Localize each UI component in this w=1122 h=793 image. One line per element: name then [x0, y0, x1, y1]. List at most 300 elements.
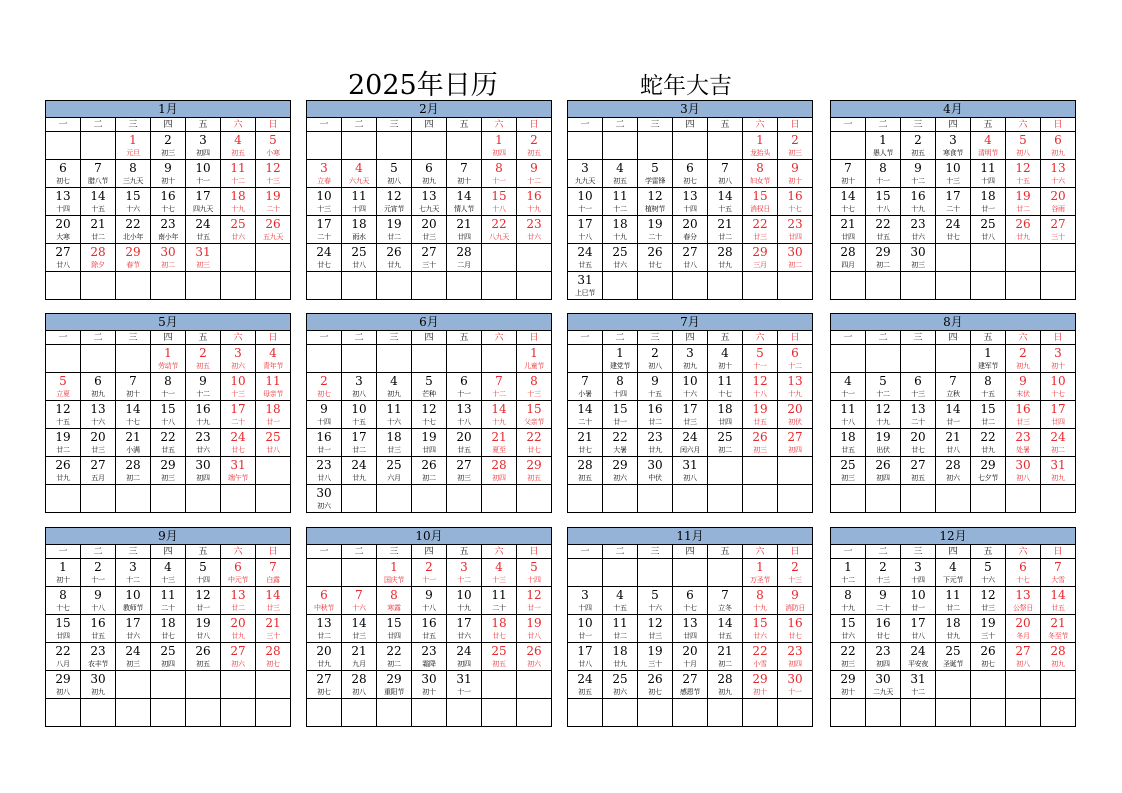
- day-cell[interactable]: [81, 559, 116, 587]
- day-cell[interactable]: [743, 216, 778, 244]
- day-cell[interactable]: [1006, 345, 1041, 373]
- day-cell[interactable]: [568, 671, 603, 699]
- day-cell[interactable]: [412, 216, 447, 244]
- day-cell[interactable]: [307, 160, 342, 188]
- day-cell[interactable]: [186, 160, 221, 188]
- day-cell[interactable]: [482, 160, 517, 188]
- day-cell[interactable]: [568, 373, 603, 401]
- day-cell[interactable]: [517, 457, 552, 485]
- day-cell[interactable]: [603, 457, 638, 485]
- day-cell[interactable]: [116, 132, 151, 160]
- day-cell[interactable]: [256, 188, 291, 216]
- day-cell[interactable]: [708, 244, 743, 272]
- day-cell[interactable]: [638, 643, 673, 671]
- day-cell[interactable]: [116, 216, 151, 244]
- day-cell[interactable]: [1006, 188, 1041, 216]
- day-cell[interactable]: [866, 188, 901, 216]
- day-cell[interactable]: [221, 216, 256, 244]
- day-cell[interactable]: [151, 587, 186, 615]
- day-cell[interactable]: [638, 188, 673, 216]
- day-cell[interactable]: [568, 429, 603, 457]
- day-cell[interactable]: [866, 457, 901, 485]
- day-cell[interactable]: [901, 587, 936, 615]
- day-cell[interactable]: [377, 559, 412, 587]
- day-cell[interactable]: [412, 160, 447, 188]
- day-cell[interactable]: [936, 643, 971, 671]
- day-cell[interactable]: [778, 615, 813, 643]
- day-cell[interactable]: [603, 216, 638, 244]
- day-cell[interactable]: [638, 160, 673, 188]
- day-cell[interactable]: [307, 485, 342, 513]
- day-cell[interactable]: [221, 188, 256, 216]
- day-cell[interactable]: [342, 587, 377, 615]
- day-cell[interactable]: [971, 373, 1006, 401]
- day-cell[interactable]: [603, 244, 638, 272]
- day-cell[interactable]: [831, 188, 866, 216]
- day-cell[interactable]: [116, 457, 151, 485]
- day-cell[interactable]: [673, 457, 708, 485]
- day-cell[interactable]: [708, 615, 743, 643]
- day-cell[interactable]: [901, 188, 936, 216]
- day-cell[interactable]: [116, 373, 151, 401]
- day-cell[interactable]: [307, 587, 342, 615]
- day-cell[interactable]: [901, 401, 936, 429]
- day-cell[interactable]: [901, 671, 936, 699]
- day-cell[interactable]: [778, 587, 813, 615]
- day-cell[interactable]: [866, 559, 901, 587]
- day-cell[interactable]: [377, 429, 412, 457]
- day-cell[interactable]: [517, 160, 552, 188]
- day-cell[interactable]: [901, 457, 936, 485]
- day-cell[interactable]: [1041, 587, 1076, 615]
- day-cell[interactable]: [603, 429, 638, 457]
- day-cell[interactable]: [936, 457, 971, 485]
- day-cell[interactable]: [1041, 401, 1076, 429]
- day-cell[interactable]: [743, 643, 778, 671]
- day-cell[interactable]: [568, 216, 603, 244]
- day-cell[interactable]: [778, 671, 813, 699]
- day-cell[interactable]: [778, 345, 813, 373]
- day-cell[interactable]: [568, 457, 603, 485]
- day-cell[interactable]: [936, 132, 971, 160]
- day-cell[interactable]: [447, 559, 482, 587]
- day-cell[interactable]: [1006, 132, 1041, 160]
- day-cell[interactable]: [377, 671, 412, 699]
- day-cell[interactable]: [46, 401, 81, 429]
- day-cell[interactable]: [708, 160, 743, 188]
- day-cell[interactable]: [971, 429, 1006, 457]
- day-cell[interactable]: [81, 643, 116, 671]
- day-cell[interactable]: [778, 216, 813, 244]
- day-cell[interactable]: [447, 587, 482, 615]
- day-cell[interactable]: [377, 587, 412, 615]
- day-cell[interactable]: [412, 671, 447, 699]
- day-cell[interactable]: [447, 429, 482, 457]
- day-cell[interactable]: [517, 401, 552, 429]
- day-cell[interactable]: [866, 132, 901, 160]
- day-cell[interactable]: [603, 160, 638, 188]
- day-cell[interactable]: [151, 160, 186, 188]
- day-cell[interactable]: [831, 160, 866, 188]
- day-cell[interactable]: [743, 345, 778, 373]
- day-cell[interactable]: [1006, 643, 1041, 671]
- day-cell[interactable]: [482, 643, 517, 671]
- day-cell[interactable]: [46, 643, 81, 671]
- day-cell[interactable]: [342, 615, 377, 643]
- day-cell[interactable]: [971, 132, 1006, 160]
- day-cell[interactable]: [186, 132, 221, 160]
- day-cell[interactable]: [517, 559, 552, 587]
- day-cell[interactable]: [831, 671, 866, 699]
- day-cell[interactable]: [568, 615, 603, 643]
- day-cell[interactable]: [603, 373, 638, 401]
- day-cell[interactable]: [307, 401, 342, 429]
- day-cell[interactable]: [831, 559, 866, 587]
- day-cell[interactable]: [221, 615, 256, 643]
- day-cell[interactable]: [447, 216, 482, 244]
- day-cell[interactable]: [517, 643, 552, 671]
- day-cell[interactable]: [831, 615, 866, 643]
- day-cell[interactable]: [831, 244, 866, 272]
- day-cell[interactable]: [517, 587, 552, 615]
- day-cell[interactable]: [307, 429, 342, 457]
- day-cell[interactable]: [1041, 373, 1076, 401]
- day-cell[interactable]: [603, 345, 638, 373]
- day-cell[interactable]: [831, 643, 866, 671]
- day-cell[interactable]: [81, 671, 116, 699]
- day-cell[interactable]: [116, 559, 151, 587]
- day-cell[interactable]: [673, 216, 708, 244]
- day-cell[interactable]: [256, 643, 291, 671]
- day-cell[interactable]: [151, 457, 186, 485]
- day-cell[interactable]: [743, 373, 778, 401]
- day-cell[interactable]: [673, 345, 708, 373]
- day-cell[interactable]: [256, 345, 291, 373]
- day-cell[interactable]: [936, 373, 971, 401]
- day-cell[interactable]: [1041, 559, 1076, 587]
- day-cell[interactable]: [866, 160, 901, 188]
- day-cell[interactable]: [81, 160, 116, 188]
- day-cell[interactable]: [1006, 160, 1041, 188]
- day-cell[interactable]: [901, 160, 936, 188]
- day-cell[interactable]: [971, 643, 1006, 671]
- day-cell[interactable]: [638, 671, 673, 699]
- day-cell[interactable]: [1006, 559, 1041, 587]
- day-cell[interactable]: [256, 160, 291, 188]
- day-cell[interactable]: [221, 457, 256, 485]
- day-cell[interactable]: [482, 188, 517, 216]
- day-cell[interactable]: [342, 216, 377, 244]
- day-cell[interactable]: [412, 615, 447, 643]
- day-cell[interactable]: [1041, 216, 1076, 244]
- day-cell[interactable]: [221, 401, 256, 429]
- day-cell[interactable]: [1006, 401, 1041, 429]
- day-cell[interactable]: [186, 643, 221, 671]
- day-cell[interactable]: [568, 188, 603, 216]
- day-cell[interactable]: [517, 132, 552, 160]
- day-cell[interactable]: [936, 188, 971, 216]
- day-cell[interactable]: [603, 401, 638, 429]
- day-cell[interactable]: [866, 244, 901, 272]
- day-cell[interactable]: [447, 188, 482, 216]
- day-cell[interactable]: [186, 188, 221, 216]
- day-cell[interactable]: [482, 373, 517, 401]
- day-cell[interactable]: [517, 615, 552, 643]
- day-cell[interactable]: [831, 401, 866, 429]
- day-cell[interactable]: [116, 615, 151, 643]
- day-cell[interactable]: [307, 216, 342, 244]
- day-cell[interactable]: [708, 216, 743, 244]
- day-cell[interactable]: [1006, 615, 1041, 643]
- day-cell[interactable]: [1041, 457, 1076, 485]
- day-cell[interactable]: [708, 373, 743, 401]
- day-cell[interactable]: [638, 429, 673, 457]
- day-cell[interactable]: [673, 188, 708, 216]
- day-cell[interactable]: [1041, 132, 1076, 160]
- day-cell[interactable]: [342, 643, 377, 671]
- day-cell[interactable]: [743, 401, 778, 429]
- day-cell[interactable]: [151, 244, 186, 272]
- day-cell[interactable]: [221, 559, 256, 587]
- day-cell[interactable]: [866, 373, 901, 401]
- day-cell[interactable]: [778, 559, 813, 587]
- day-cell[interactable]: [377, 373, 412, 401]
- day-cell[interactable]: [46, 244, 81, 272]
- day-cell[interactable]: [412, 188, 447, 216]
- day-cell[interactable]: [81, 216, 116, 244]
- day-cell[interactable]: [673, 373, 708, 401]
- day-cell[interactable]: [81, 457, 116, 485]
- day-cell[interactable]: [936, 401, 971, 429]
- day-cell[interactable]: [256, 373, 291, 401]
- day-cell[interactable]: [866, 587, 901, 615]
- day-cell[interactable]: [256, 216, 291, 244]
- day-cell[interactable]: [673, 160, 708, 188]
- day-cell[interactable]: [603, 615, 638, 643]
- day-cell[interactable]: [186, 587, 221, 615]
- day-cell[interactable]: [743, 559, 778, 587]
- day-cell[interactable]: [81, 587, 116, 615]
- day-cell[interactable]: [673, 587, 708, 615]
- day-cell[interactable]: [221, 587, 256, 615]
- day-cell[interactable]: [377, 244, 412, 272]
- day-cell[interactable]: [971, 216, 1006, 244]
- day-cell[interactable]: [708, 345, 743, 373]
- day-cell[interactable]: [673, 643, 708, 671]
- day-cell[interactable]: [1006, 373, 1041, 401]
- day-cell[interactable]: [936, 615, 971, 643]
- day-cell[interactable]: [1006, 587, 1041, 615]
- day-cell[interactable]: [377, 188, 412, 216]
- day-cell[interactable]: [673, 615, 708, 643]
- day-cell[interactable]: [708, 188, 743, 216]
- day-cell[interactable]: [831, 216, 866, 244]
- day-cell[interactable]: [971, 615, 1006, 643]
- day-cell[interactable]: [151, 188, 186, 216]
- day-cell[interactable]: [116, 401, 151, 429]
- day-cell[interactable]: [517, 373, 552, 401]
- day-cell[interactable]: [866, 216, 901, 244]
- day-cell[interactable]: [673, 244, 708, 272]
- day-cell[interactable]: [482, 615, 517, 643]
- day-cell[interactable]: [342, 457, 377, 485]
- day-cell[interactable]: [186, 457, 221, 485]
- day-cell[interactable]: [81, 615, 116, 643]
- day-cell[interactable]: [638, 587, 673, 615]
- day-cell[interactable]: [81, 188, 116, 216]
- day-cell[interactable]: [603, 643, 638, 671]
- day-cell[interactable]: [971, 401, 1006, 429]
- day-cell[interactable]: [221, 160, 256, 188]
- day-cell[interactable]: [568, 587, 603, 615]
- day-cell[interactable]: [971, 457, 1006, 485]
- day-cell[interactable]: [447, 671, 482, 699]
- day-cell[interactable]: [151, 643, 186, 671]
- day-cell[interactable]: [116, 160, 151, 188]
- day-cell[interactable]: [151, 216, 186, 244]
- day-cell[interactable]: [936, 559, 971, 587]
- day-cell[interactable]: [1006, 457, 1041, 485]
- day-cell[interactable]: [482, 132, 517, 160]
- day-cell[interactable]: [342, 160, 377, 188]
- day-cell[interactable]: [307, 244, 342, 272]
- day-cell[interactable]: [151, 132, 186, 160]
- day-cell[interactable]: [708, 429, 743, 457]
- day-cell[interactable]: [151, 345, 186, 373]
- day-cell[interactable]: [116, 244, 151, 272]
- day-cell[interactable]: [342, 429, 377, 457]
- day-cell[interactable]: [307, 671, 342, 699]
- day-cell[interactable]: [971, 345, 1006, 373]
- day-cell[interactable]: [151, 615, 186, 643]
- day-cell[interactable]: [778, 132, 813, 160]
- day-cell[interactable]: [936, 587, 971, 615]
- day-cell[interactable]: [447, 373, 482, 401]
- day-cell[interactable]: [151, 373, 186, 401]
- day-cell[interactable]: [673, 671, 708, 699]
- day-cell[interactable]: [256, 559, 291, 587]
- day-cell[interactable]: [743, 244, 778, 272]
- day-cell[interactable]: [936, 216, 971, 244]
- day-cell[interactable]: [46, 429, 81, 457]
- day-cell[interactable]: [603, 188, 638, 216]
- day-cell[interactable]: [307, 373, 342, 401]
- day-cell[interactable]: [866, 401, 901, 429]
- day-cell[interactable]: [901, 216, 936, 244]
- day-cell[interactable]: [482, 559, 517, 587]
- day-cell[interactable]: [778, 373, 813, 401]
- day-cell[interactable]: [342, 373, 377, 401]
- day-cell[interactable]: [46, 160, 81, 188]
- day-cell[interactable]: [116, 643, 151, 671]
- day-cell[interactable]: [412, 401, 447, 429]
- day-cell[interactable]: [743, 671, 778, 699]
- day-cell[interactable]: [256, 587, 291, 615]
- day-cell[interactable]: [638, 615, 673, 643]
- day-cell[interactable]: [307, 188, 342, 216]
- day-cell[interactable]: [708, 643, 743, 671]
- day-cell[interactable]: [1041, 643, 1076, 671]
- day-cell[interactable]: [866, 615, 901, 643]
- day-cell[interactable]: [568, 272, 603, 300]
- day-cell[interactable]: [377, 643, 412, 671]
- day-cell[interactable]: [638, 457, 673, 485]
- day-cell[interactable]: [46, 587, 81, 615]
- day-cell[interactable]: [221, 429, 256, 457]
- day-cell[interactable]: [901, 429, 936, 457]
- day-cell[interactable]: [778, 244, 813, 272]
- day-cell[interactable]: [708, 401, 743, 429]
- day-cell[interactable]: [81, 373, 116, 401]
- day-cell[interactable]: [603, 587, 638, 615]
- day-cell[interactable]: [342, 671, 377, 699]
- day-cell[interactable]: [1041, 615, 1076, 643]
- day-cell[interactable]: [743, 587, 778, 615]
- day-cell[interactable]: [866, 429, 901, 457]
- day-cell[interactable]: [46, 615, 81, 643]
- day-cell[interactable]: [517, 216, 552, 244]
- day-cell[interactable]: [708, 587, 743, 615]
- day-cell[interactable]: [447, 643, 482, 671]
- day-cell[interactable]: [377, 457, 412, 485]
- day-cell[interactable]: [186, 559, 221, 587]
- day-cell[interactable]: [1041, 160, 1076, 188]
- day-cell[interactable]: [377, 160, 412, 188]
- day-cell[interactable]: [482, 457, 517, 485]
- day-cell[interactable]: [778, 401, 813, 429]
- day-cell[interactable]: [1041, 345, 1076, 373]
- day-cell[interactable]: [743, 160, 778, 188]
- day-cell[interactable]: [517, 188, 552, 216]
- day-cell[interactable]: [1041, 429, 1076, 457]
- day-cell[interactable]: [866, 643, 901, 671]
- day-cell[interactable]: [743, 132, 778, 160]
- day-cell[interactable]: [568, 401, 603, 429]
- day-cell[interactable]: [307, 457, 342, 485]
- day-cell[interactable]: [186, 216, 221, 244]
- day-cell[interactable]: [447, 457, 482, 485]
- day-cell[interactable]: [186, 615, 221, 643]
- day-cell[interactable]: [412, 244, 447, 272]
- day-cell[interactable]: [971, 160, 1006, 188]
- day-cell[interactable]: [901, 373, 936, 401]
- day-cell[interactable]: [971, 188, 1006, 216]
- day-cell[interactable]: [778, 429, 813, 457]
- day-cell[interactable]: [377, 615, 412, 643]
- day-cell[interactable]: [447, 401, 482, 429]
- day-cell[interactable]: [377, 216, 412, 244]
- day-cell[interactable]: [673, 429, 708, 457]
- day-cell[interactable]: [46, 457, 81, 485]
- day-cell[interactable]: [936, 160, 971, 188]
- day-cell[interactable]: [568, 643, 603, 671]
- day-cell[interactable]: [342, 244, 377, 272]
- day-cell[interactable]: [256, 132, 291, 160]
- day-cell[interactable]: [482, 401, 517, 429]
- day-cell[interactable]: [638, 373, 673, 401]
- day-cell[interactable]: [831, 457, 866, 485]
- day-cell[interactable]: [638, 216, 673, 244]
- day-cell[interactable]: [221, 132, 256, 160]
- day-cell[interactable]: [482, 429, 517, 457]
- day-cell[interactable]: [412, 429, 447, 457]
- day-cell[interactable]: [778, 643, 813, 671]
- day-cell[interactable]: [603, 671, 638, 699]
- day-cell[interactable]: [831, 373, 866, 401]
- day-cell[interactable]: [831, 429, 866, 457]
- day-cell[interactable]: [971, 559, 1006, 587]
- day-cell[interactable]: [901, 244, 936, 272]
